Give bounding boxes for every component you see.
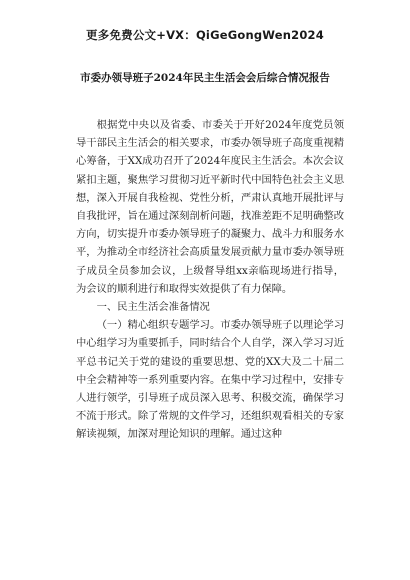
promo-header: 更多免费公文+VX：QiGeGongWen2024 [86, 28, 324, 42]
section-paragraph: （一）精心组织专题学习。市委办领导班子以理论学习中心组学习为重要抓手，同时结合个人自学，深入学习习近平总书记关于党的建设的重要思想、党的XX大及二十届二中全会精神等一系列重要内容。在集中学习过程中，安排专人进行领学，引导班子成员深入思考、积极交流，确保学习不流于形式。除了常规的文件学习，还组织观看相关的专家解读视频，加深对理论知识的理解。通过这种 [76, 319, 344, 441]
intro-paragraph: 根据党中央以及省委、市委关于开好2024年度党员领导干部民主生活会的相关要求，市委办领导班子高度重视精心筹备，于XX成功召开了2024年度民主生活会。本次会议紧扣主题，聚焦学习贯彻习近平新时代中国特色社会主义思想，深入开展自我检视、党性分析，严肃认真地开展批评与自我批评，旨在通过深刻剖析问题，找准差距不足明确整改方向，切实提升市委办领导班子的凝聚力、战斗力和服务水平，为推动全市经济社会高质量发展贡献力量市委办领导班子成员全员参加会议，上级督导组xx亲临现场进行指导，为会议的顺利进行和取得实效提供了有力保障。 [76, 119, 344, 295]
section-heading: 一、民主生活会准备情况 [96, 301, 210, 314]
document-title: 市委办领导班子2024年民主生活会会后综合情况报告 [80, 72, 330, 84]
document-body [76, 116, 344, 444]
